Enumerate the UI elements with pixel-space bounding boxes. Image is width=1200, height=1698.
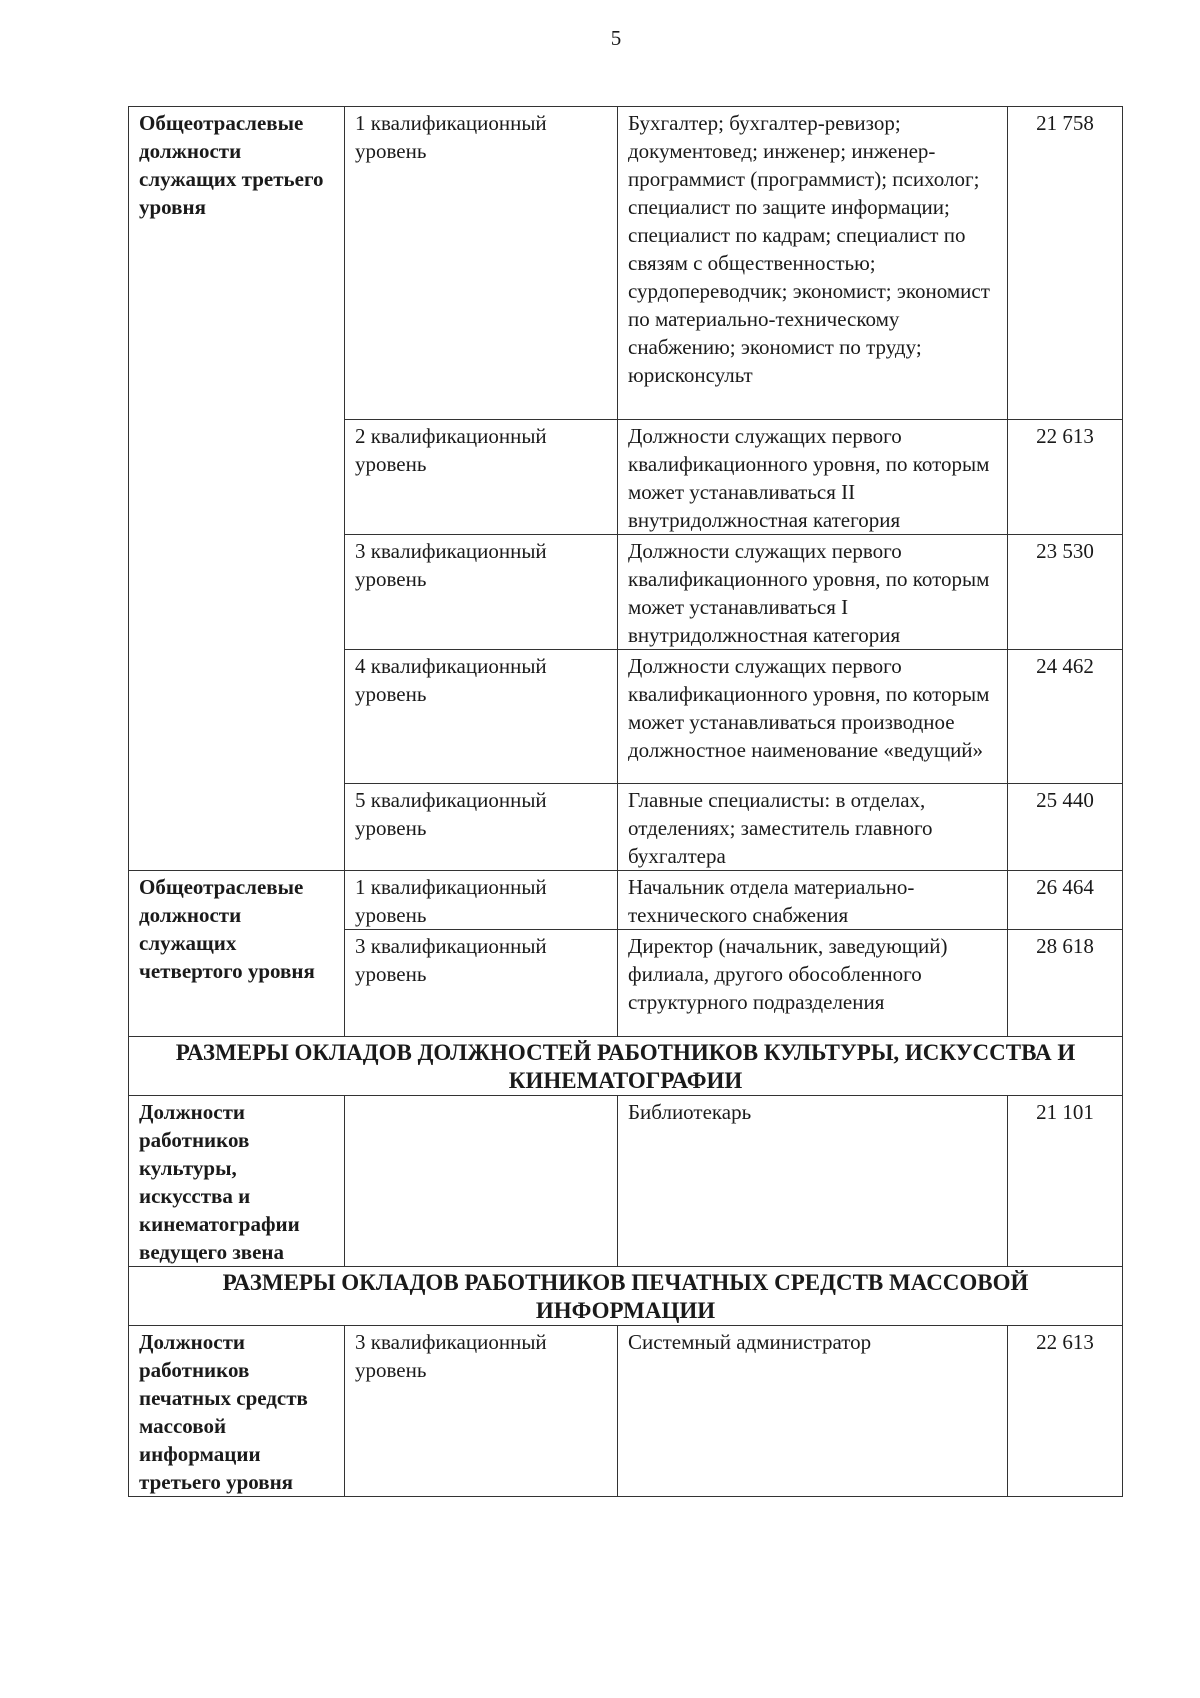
section-header-row [129,1267,1123,1326]
table-row [129,107,1123,420]
group-title: Общеотраслевые должности служащих четвертого уровня [129,871,345,1037]
positions-cell: Библиотекарь [618,1096,1008,1267]
qualification-level: 4 квалификационный уровень [345,650,618,784]
salary-value: 24 462 [1008,650,1123,784]
group-title: Общеотраслевые должности служащих третьего уровня [129,107,345,871]
positions-cell: Главные специалисты: в отделах, отделениях; заместитель главного бухгалтера [618,784,1008,871]
salary-value: 28 618 [1008,930,1123,1037]
group-title: Должности работников печатных средств массовой информации третьего уровня [129,1326,345,1497]
positions-cell: Директор (начальник, заведующий) филиала, другого обособленного структурного подразделения [618,930,1008,1037]
qualification-level: 2 квалификационный уровень [345,420,618,535]
positions-cell: Должности служащих первого квалификационного уровня, по которым может устанавливаться II внутридолжностная категория [618,420,1008,535]
positions-cell: Начальник отдела материально-технического снабжения [618,871,1008,930]
positions-cell: Должности служащих первого квалификационного уровня, по которым может устанавливаться производное должностное наименование «ведущий» [618,650,1008,784]
qualification-level: 1 квалификационный уровень [345,871,618,930]
qualification-level: 3 квалификационный уровень [345,1326,618,1497]
table-row [129,1096,1123,1267]
positions-cell: Должности служащих первого квалификационного уровня, по которым может устанавливаться I внутридолжностная категория [618,535,1008,650]
table-row [129,1326,1123,1497]
qualification-level: 5 квалификационный уровень [345,784,618,871]
salary-value: 22 613 [1008,1326,1123,1497]
salary-value: 26 464 [1008,871,1123,930]
salary-value: 21 758 [1008,107,1123,420]
salary-table [128,106,1123,1497]
positions-cell: Системный администратор [618,1326,1008,1497]
salary-value: 22 613 [1008,420,1123,535]
salary-value: 23 530 [1008,535,1123,650]
qualification-level: 1 квалификационный уровень [345,107,618,420]
section-header-row [129,1037,1123,1096]
salary-value: 25 440 [1008,784,1123,871]
qualification-level: 3 квалификационный уровень [345,930,618,1037]
qualification-level: 3 квалификационный уровень [345,535,618,650]
table-row [129,871,1123,930]
salary-value: 21 101 [1008,1096,1123,1267]
positions-cell: Бухгалтер; бухгалтер-ревизор; документовед; инженер; инженер-программист (программист); психолог; специалист по защите информации; специалист по кадрам; специалист по связям с общественностью; сурдопереводчик; экономист; экономист по материально-техническому снабжению; экономист по труду; юрисконсульт [618,107,1008,420]
page-number: 5 [610,26,622,50]
section-header: РАЗМЕРЫ ОКЛАДОВ РАБОТНИКОВ ПЕЧАТНЫХ СРЕДСТВ МАССОВОЙ ИНФОРМАЦИИ [129,1267,1123,1326]
group-title: Должности работников культуры, искусства и кинематографии ведущего звена [129,1096,345,1267]
qualification-level [345,1096,618,1267]
section-header: РАЗМЕРЫ ОКЛАДОВ ДОЛЖНОСТЕЙ РАБОТНИКОВ КУЛЬТУРЫ, ИСКУССТВА И КИНЕМАТОГРАФИИ [129,1037,1123,1096]
